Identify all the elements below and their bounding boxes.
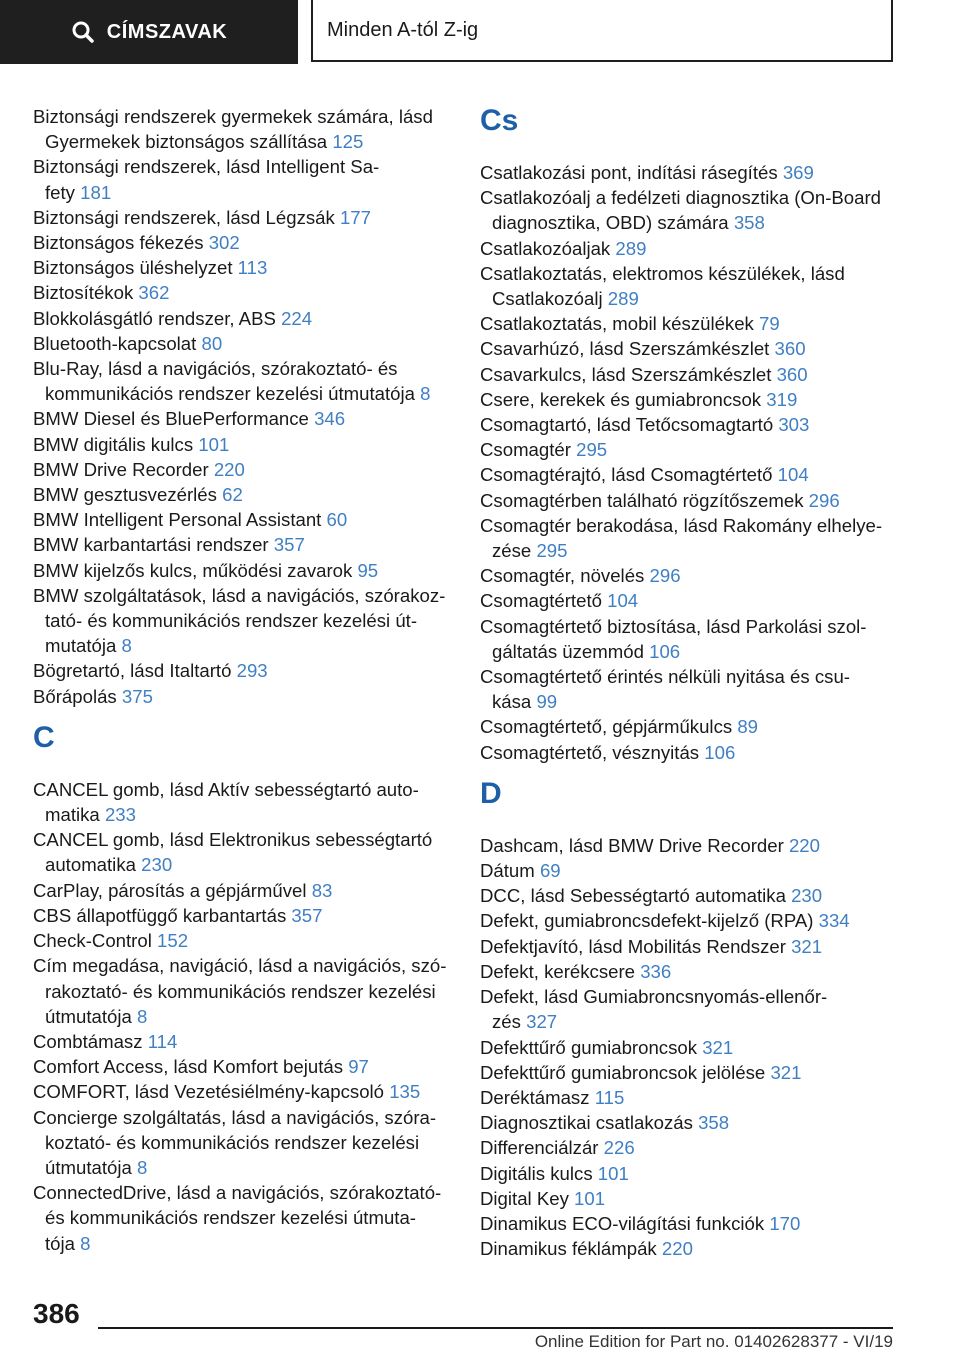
page-link[interactable]: 8 xyxy=(80,1232,91,1254)
entry-text: Csomagtér berakodása, lásd Rakomány elhelye- zése xyxy=(480,514,883,562)
page-link[interactable]: 357 xyxy=(273,534,305,556)
index-entry xyxy=(480,437,910,462)
index-entry xyxy=(480,1236,910,1261)
index-entry xyxy=(480,1085,910,1110)
page-link[interactable]: 358 xyxy=(698,1112,730,1134)
entry-text: BMW Intelligent Personal Assistant xyxy=(33,509,322,531)
page-link[interactable]: 220 xyxy=(788,834,820,856)
entry-text: Csomagtértető érintés nélküli nyitása és csu- kása xyxy=(480,666,850,713)
page-link[interactable]: 152 xyxy=(157,930,189,952)
page-link[interactable]: 220 xyxy=(661,1238,693,1260)
page-link[interactable]: 360 xyxy=(776,363,808,385)
index-entry xyxy=(480,387,910,412)
entry-text: Biztonságos fékezés xyxy=(33,232,204,254)
page-link[interactable]: 135 xyxy=(389,1081,421,1103)
index-entry xyxy=(33,280,453,305)
index-entry xyxy=(33,205,453,230)
entry-text: Differenciálzár xyxy=(480,1137,599,1159)
index-entry xyxy=(33,1180,453,1256)
index-entry xyxy=(480,513,910,563)
entry-text: Biztonsági rendszerek, lásd Légzsák xyxy=(33,206,335,228)
entry-text: Comfort Access, lásd Komfort bejutás xyxy=(33,1056,344,1078)
index-entry xyxy=(480,664,910,714)
index-entry xyxy=(480,833,910,858)
entry-text: CarPlay, párosítás a gépjárművel xyxy=(33,879,307,901)
page-link[interactable]: 321 xyxy=(770,1061,802,1083)
index-entry xyxy=(33,154,453,204)
entry-text: Csatlakozóaljak xyxy=(480,237,611,259)
entry-text: Concierge szolgáltatás, lásd a navigációs, szóra- koztató- és kommunikációs rendszer kezelési útmutatója xyxy=(33,1106,437,1178)
index-entry xyxy=(33,928,453,953)
page-link[interactable]: 327 xyxy=(526,1011,558,1033)
entry-text: Bőrápolás xyxy=(33,685,117,707)
entry-text: Csatlakoztatás, mobil készülékek xyxy=(480,313,754,335)
index-entry xyxy=(33,684,453,709)
page-link[interactable]: 321 xyxy=(791,935,823,957)
page-link[interactable]: 295 xyxy=(536,540,568,562)
index-entry xyxy=(480,984,910,1034)
edition-note: Online Edition for Part no. 01402628377 - VI/19 xyxy=(534,1332,893,1351)
a-z-tab[interactable] xyxy=(311,0,893,62)
index-entry xyxy=(480,160,910,185)
page-link[interactable]: 60 xyxy=(326,509,348,531)
page-link[interactable]: 357 xyxy=(291,904,323,926)
entry-text: Defektjavító, lásd Mobilitás Rendszer xyxy=(480,935,786,957)
section-letter: C xyxy=(33,720,55,754)
index-entry xyxy=(33,953,453,1029)
index-entry xyxy=(33,903,453,928)
entry-text: Dinamikus ECO-világítási funkciók xyxy=(480,1212,765,1234)
index-entry xyxy=(33,104,453,154)
entry-text: Defekt, gumiabroncsdefekt-kijelző (RPA) xyxy=(480,910,814,932)
entry-text: Check-Control xyxy=(33,930,152,952)
entry-text: BMW Diesel és BluePerformance xyxy=(33,408,309,430)
entry-text: Digital Key xyxy=(480,1187,569,1209)
index-entry xyxy=(480,959,910,984)
entry-text: Biztosítékok xyxy=(33,282,134,304)
index-entry xyxy=(480,740,910,765)
page-link[interactable]: 369 xyxy=(782,162,814,183)
index-entry xyxy=(480,1186,910,1211)
page-link[interactable]: 293 xyxy=(236,660,268,682)
index-entry xyxy=(480,588,910,613)
entry-text: Biztonságos üléshelyzet xyxy=(33,257,233,279)
index-entry xyxy=(33,432,453,457)
index-entry xyxy=(480,1211,910,1236)
index-entry xyxy=(480,614,910,664)
index-entry xyxy=(33,777,453,827)
index-entry xyxy=(480,412,910,437)
index-entry xyxy=(33,306,453,331)
keywords-tab[interactable] xyxy=(0,0,298,64)
footer-divider xyxy=(98,1327,893,1329)
index-entry xyxy=(33,356,453,406)
entry-text: Csatlakoztatás, elektromos készülékek, lásd Csatlakozóalj xyxy=(480,262,845,310)
index-entry xyxy=(480,1035,910,1060)
entry-text: Dashcam, lásd BMW Drive Recorder xyxy=(480,834,784,856)
page-link[interactable]: 79 xyxy=(759,313,780,335)
page-link[interactable]: 319 xyxy=(766,388,798,410)
entry-text: Csomagtértető, vésznyitás xyxy=(480,741,700,763)
entry-text: Defekttűrő gumiabroncsok xyxy=(480,1036,698,1058)
entry-text: Csomagtér xyxy=(480,439,571,461)
page-link[interactable]: 80 xyxy=(201,332,223,354)
page-link[interactable]: 8 xyxy=(420,383,431,405)
page-link[interactable]: 8 xyxy=(137,1156,148,1178)
index-column-right xyxy=(480,104,910,1261)
page-link[interactable]: 104 xyxy=(607,590,639,612)
index-entry xyxy=(33,1054,453,1079)
entry-text: Csomagtér, növelés xyxy=(480,565,645,587)
entry-text: Csavarhúzó, lásd Szerszámkészlet xyxy=(480,338,770,360)
page-link[interactable]: 360 xyxy=(774,338,806,360)
page-link[interactable]: 233 xyxy=(104,804,136,826)
entry-text: Defekttűrő gumiabroncsok jelölése xyxy=(480,1061,766,1083)
index-entry xyxy=(480,462,910,487)
page-link[interactable]: 230 xyxy=(791,885,823,907)
entry-text: Cím megadása, navigáció, lásd a navigációs, szó- rakoztató- és kommunikációs rendszer kezelési útmutatója xyxy=(33,955,447,1027)
entry-text: Csomagtérben található rögzítőszemek xyxy=(480,489,804,511)
page-link[interactable]: 115 xyxy=(594,1086,625,1108)
entry-text: Blokkolásgátló rendszer, ABS xyxy=(33,307,276,329)
index-entry xyxy=(480,261,910,311)
index-entry xyxy=(33,827,453,877)
search-icon xyxy=(71,20,95,44)
index-entry xyxy=(480,1060,910,1085)
page-link[interactable]: 83 xyxy=(311,879,333,901)
index-column-left xyxy=(33,104,453,1256)
index-entry xyxy=(480,362,910,387)
page-link[interactable]: 101 xyxy=(597,1162,629,1184)
index-entry xyxy=(33,331,453,356)
entry-text: Csomagtértető biztosítása, lásd Parkolási szol- gáltatás üzemmód xyxy=(480,615,867,662)
entry-text: BMW szolgáltatások, lásd a navigációs, szórakoz- tató- és kommunikációs rendszer kezelési út- mutatója xyxy=(33,584,446,657)
index-entry xyxy=(33,658,453,683)
entry-text: Blu-Ray, lásd a navigációs, szórakoztató- és kommunikációs rendszer kezelési útmutatója xyxy=(33,358,415,405)
index-entry xyxy=(480,311,910,336)
index-entry xyxy=(480,1161,910,1186)
page-link[interactable]: 334 xyxy=(818,910,850,932)
entry-text: BMW gesztusvezérlés xyxy=(33,484,217,506)
section-letter: Cs xyxy=(480,104,519,137)
index-entry xyxy=(33,583,453,659)
page-link[interactable]: 302 xyxy=(208,232,240,254)
entry-text: Bluetooth-kapcsolat xyxy=(33,332,197,354)
entry-text: Combtámasz xyxy=(33,1030,143,1052)
page-link[interactable]: 220 xyxy=(213,458,245,480)
entry-text: Csere, kerekek és gumiabroncsok xyxy=(480,388,762,410)
index-entry xyxy=(33,532,453,557)
page-link[interactable]: 296 xyxy=(808,489,840,511)
entry-text: BMW kijelzős kulcs, működési zavarok xyxy=(33,559,353,581)
page-link[interactable]: 8 xyxy=(137,1005,148,1027)
index-entry xyxy=(480,563,910,588)
entry-text: Csomagtartó, lásd Tetőcsomagtartó xyxy=(480,414,774,436)
page-link[interactable]: 296 xyxy=(649,565,681,587)
page-link[interactable]: 101 xyxy=(198,433,230,455)
page-link[interactable]: 106 xyxy=(704,741,736,763)
page-link[interactable]: 295 xyxy=(576,439,608,461)
index-entry xyxy=(33,558,453,583)
index-entry xyxy=(480,1135,910,1160)
index-entry xyxy=(33,1105,453,1181)
page-link[interactable]: 181 xyxy=(80,181,112,203)
index-entry xyxy=(33,255,453,280)
index-entry xyxy=(33,507,453,532)
page-link[interactable]: 321 xyxy=(702,1036,734,1058)
page-link[interactable]: 104 xyxy=(777,464,809,486)
entry-text: Dátum xyxy=(480,860,535,882)
entry-text: Bögretartó, lásd Italtartó xyxy=(33,660,232,682)
page-link[interactable]: 303 xyxy=(778,414,810,436)
page-link[interactable]: 8 xyxy=(121,635,132,657)
keywords-label: CÍMSZAVAK xyxy=(106,20,228,43)
index-entry xyxy=(33,482,453,507)
index-entry xyxy=(33,1079,453,1104)
page-link[interactable]: 177 xyxy=(339,206,371,228)
page-link[interactable]: 289 xyxy=(607,288,639,310)
page-link[interactable]: 113 xyxy=(237,257,268,279)
page-link[interactable]: 224 xyxy=(281,307,313,329)
entry-text: COMFORT, lásd Vezetésiélmény-kapcsoló xyxy=(33,1081,385,1103)
index-entry xyxy=(480,883,910,908)
page-link[interactable]: 69 xyxy=(539,860,561,882)
entry-text: Defekt, kerékcsere xyxy=(480,960,636,982)
page-link[interactable]: 375 xyxy=(121,685,153,707)
index-entry xyxy=(480,336,910,361)
page-link[interactable]: 336 xyxy=(640,960,672,982)
page-link[interactable]: 106 xyxy=(649,640,681,662)
page-link[interactable]: 358 xyxy=(733,212,765,234)
page-link[interactable]: 89 xyxy=(737,716,759,738)
entry-text: BMW Drive Recorder xyxy=(33,458,209,480)
entry-text: Deréktámasz xyxy=(480,1086,590,1108)
page-link[interactable]: 114 xyxy=(147,1030,178,1052)
page-link[interactable]: 97 xyxy=(348,1056,369,1078)
index-entry xyxy=(33,457,453,482)
index-entry xyxy=(480,858,910,883)
index-entry xyxy=(480,236,910,261)
index-entry xyxy=(33,1029,453,1054)
page-link[interactable]: 289 xyxy=(615,237,647,259)
page-link[interactable]: 95 xyxy=(357,559,379,581)
index-entry xyxy=(480,908,910,933)
page-link[interactable]: 62 xyxy=(222,484,243,506)
page-link[interactable]: 99 xyxy=(536,691,558,713)
entry-text: CANCEL gomb, lásd Elektronikus sebességtartó automatika xyxy=(33,829,433,876)
entry-text: DCC, lásd Sebességtartó automatika xyxy=(480,885,786,907)
page-link[interactable]: 230 xyxy=(141,854,173,876)
entry-text: Biztonsági rendszerek, lásd Intelligent Sa- fety xyxy=(33,156,380,203)
entry-text: Dinamikus féklámpák xyxy=(480,1238,657,1260)
entry-text: ConnectedDrive, lásd a navigációs, szórakoztató- és kommunikációs rendszer kezelési útmuta- tója xyxy=(33,1182,442,1254)
entry-text: Csavarkulcs, lásd Szerszámkészlet xyxy=(480,363,772,385)
page-link[interactable]: 346 xyxy=(314,408,346,430)
index-entry xyxy=(33,406,453,431)
entry-text: BMW digitális kulcs xyxy=(33,433,194,455)
entry-text: Csomagtértető, gépjárműkulcs xyxy=(480,716,733,738)
index-entry xyxy=(480,488,910,513)
entry-text: CANCEL gomb, lásd Aktív sebességtartó auto- matika xyxy=(33,778,419,826)
entry-text: Csatlakozási pont, indítási rásegítés xyxy=(480,162,778,183)
entry-text: Csomagtérajtó, lásd Csomagtértető xyxy=(480,464,773,486)
section-letter: D xyxy=(480,776,502,810)
entry-text: Biztonsági rendszerek gyermekek számára, lásd Gyermekek biztonságos szállítása xyxy=(33,106,433,153)
index-entry xyxy=(480,185,910,235)
page-number: 386 xyxy=(33,1298,80,1329)
entry-text: Defekt, lásd Gumiabroncsnyomás-ellenőr- zés xyxy=(480,986,828,1033)
page-link[interactable]: 362 xyxy=(138,282,170,304)
entry-text: Csatlakozóalj a fedélzeti diagnosztika (On-Board diagnosztika, OBD) számára xyxy=(480,187,882,234)
index-entry xyxy=(480,934,910,959)
page-link[interactable]: 226 xyxy=(603,1137,635,1159)
entry-text: CBS állapotfüggő karbantartás xyxy=(33,904,287,926)
index-entry xyxy=(33,230,453,255)
index-entry xyxy=(480,1110,910,1135)
index-entry xyxy=(480,714,910,739)
a-z-label: Minden A-tól Z-ig xyxy=(327,18,479,41)
page-link[interactable]: 125 xyxy=(332,131,364,153)
entry-text: Digitális kulcs xyxy=(480,1162,593,1184)
entry-text: Csomagtértető xyxy=(480,590,602,612)
index-entry xyxy=(33,878,453,903)
entry-text: Diagnosztikai csatlakozás xyxy=(480,1112,693,1134)
page-link[interactable]: 170 xyxy=(769,1212,801,1234)
entry-text: BMW karbantartási rendszer xyxy=(33,534,269,556)
page-link[interactable]: 101 xyxy=(574,1187,606,1209)
